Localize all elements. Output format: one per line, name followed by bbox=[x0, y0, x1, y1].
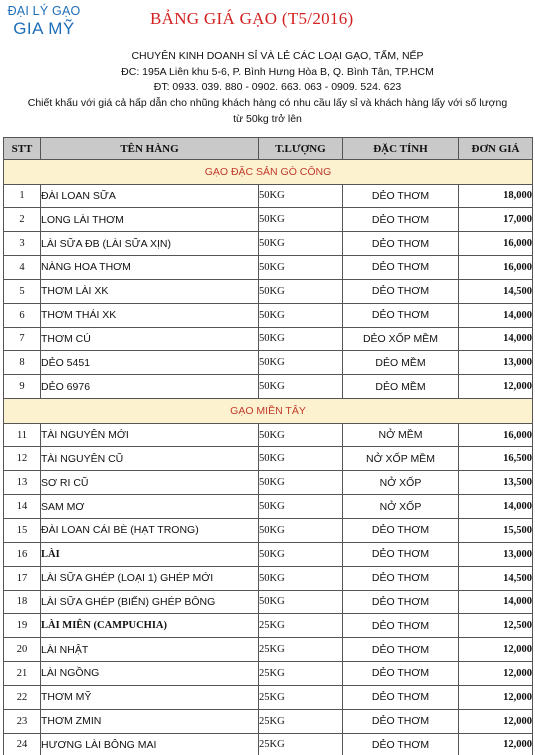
brand-name: GIA MỸ bbox=[13, 19, 75, 38]
cell-weight: 50KG bbox=[259, 518, 343, 542]
cell-weight: 25KG bbox=[259, 638, 343, 662]
table-header-row bbox=[4, 138, 533, 160]
cell-stt: 19 bbox=[4, 614, 41, 638]
section-row bbox=[4, 160, 533, 185]
header-weight: T.LƯỢNG bbox=[259, 138, 343, 160]
cell-price: 14,500 bbox=[459, 566, 533, 590]
cell-price: 12,000 bbox=[459, 733, 533, 755]
table-row bbox=[4, 518, 533, 542]
cell-property: NỞ XỐP bbox=[343, 471, 459, 495]
table-row bbox=[4, 685, 533, 709]
cell-name: LÀI SỮA GHÉP (BIẾN) GHÉP BÔNG bbox=[41, 590, 259, 614]
cell-price: 14,000 bbox=[459, 327, 533, 351]
cell-weight: 50KG bbox=[259, 542, 343, 566]
table-row bbox=[4, 542, 533, 566]
table-row bbox=[4, 327, 533, 351]
cell-property: DẺO THƠM bbox=[343, 184, 459, 208]
cell-property: DẺO THƠM bbox=[343, 614, 459, 638]
cell-stt: 20 bbox=[4, 638, 41, 662]
cell-weight: 50KG bbox=[259, 256, 343, 280]
cell-weight: 50KG bbox=[259, 303, 343, 327]
cell-property: DẺO THƠM bbox=[343, 208, 459, 232]
cell-weight: 50KG bbox=[259, 566, 343, 590]
cell-name: LÀI SỮA ĐB (LÀI SỮA XỊN) bbox=[41, 232, 259, 256]
cell-property: DẺO THƠM bbox=[343, 518, 459, 542]
section-title: GẠO MIỀN TÂY bbox=[4, 399, 533, 424]
cell-property: DẺO THƠM bbox=[343, 232, 459, 256]
cell-price: 16,000 bbox=[459, 256, 533, 280]
table-row bbox=[4, 733, 533, 755]
cell-property: DẺO THƠM bbox=[343, 542, 459, 566]
cell-weight: 50KG bbox=[259, 375, 343, 399]
cell-stt: 12 bbox=[4, 447, 41, 471]
cell-property: DẺO THƠM bbox=[343, 566, 459, 590]
cell-weight: 25KG bbox=[259, 709, 343, 733]
cell-name: ĐÀI LOAN CÁI BÈ (HẠT TRONG) bbox=[41, 518, 259, 542]
cell-name: LONG LÀI THƠM bbox=[41, 208, 259, 232]
cell-name: LÀI SỮA GHÉP (LOẠI 1) GHÉP MỚI bbox=[41, 566, 259, 590]
cell-stt: 8 bbox=[4, 351, 41, 375]
table-row bbox=[4, 614, 533, 638]
cell-property: DẺO THƠM bbox=[343, 303, 459, 327]
cell-name: LÀI bbox=[41, 542, 259, 566]
cell-name: THƠM ZMIN bbox=[41, 709, 259, 733]
cell-name: LÀI MIÊN (CAMPUCHIA) bbox=[41, 614, 259, 638]
cell-price: 14,000 bbox=[459, 303, 533, 327]
table-row bbox=[4, 184, 533, 208]
table-row bbox=[4, 638, 533, 662]
cell-name: THƠM MỸ bbox=[41, 685, 259, 709]
cell-name: TÀI NGUYÊN MỚI bbox=[41, 423, 259, 447]
cell-stt: 16 bbox=[4, 542, 41, 566]
brand-tagline: ĐẠI LÝ GẠO bbox=[7, 4, 81, 18]
section-row bbox=[4, 399, 533, 424]
cell-stt: 17 bbox=[4, 566, 41, 590]
cell-name: ĐÀI LOAN SỮA bbox=[41, 184, 259, 208]
table-row bbox=[4, 662, 533, 686]
cell-property: DẺO THƠM bbox=[343, 709, 459, 733]
cell-weight: 50KG bbox=[259, 208, 343, 232]
cell-stt: 2 bbox=[4, 208, 41, 232]
table-row bbox=[4, 208, 533, 232]
cell-property: DẺO THƠM bbox=[343, 685, 459, 709]
cell-name: LÀI NHẬT bbox=[41, 638, 259, 662]
cell-price: 12,000 bbox=[459, 375, 533, 399]
cell-property: NỞ XỐP bbox=[343, 495, 459, 519]
cell-weight: 50KG bbox=[259, 351, 343, 375]
table-row bbox=[4, 590, 533, 614]
cell-stt: 13 bbox=[4, 471, 41, 495]
cell-weight: 25KG bbox=[259, 733, 343, 755]
cell-price: 13,000 bbox=[459, 351, 533, 375]
cell-price: 14,000 bbox=[459, 590, 533, 614]
header-price: ĐƠN GIÁ bbox=[459, 138, 533, 160]
cell-price: 13,500 bbox=[459, 471, 533, 495]
cell-name: HƯƠNG LÀI BÔNG MAI bbox=[41, 733, 259, 755]
table-row bbox=[4, 495, 533, 519]
table-row bbox=[4, 303, 533, 327]
cell-price: 12,000 bbox=[459, 662, 533, 686]
cell-property: DẺO MỀM bbox=[343, 351, 459, 375]
cell-price: 16,000 bbox=[459, 232, 533, 256]
cell-stt: 4 bbox=[4, 256, 41, 280]
cell-property: DẺO THƠM bbox=[343, 638, 459, 662]
cell-name: DẺO 5451 bbox=[41, 351, 259, 375]
cell-name: NÀNG HOA THƠM bbox=[41, 256, 259, 280]
cell-stt: 21 bbox=[4, 662, 41, 686]
cell-name: SƠ RI CŨ bbox=[41, 471, 259, 495]
table-row bbox=[4, 709, 533, 733]
cell-weight: 50KG bbox=[259, 184, 343, 208]
table-row bbox=[4, 232, 533, 256]
cell-name: THƠM CÚ bbox=[41, 327, 259, 351]
cell-stt: 18 bbox=[4, 590, 41, 614]
cell-stt: 5 bbox=[4, 279, 41, 303]
cell-property: DẺO THƠM bbox=[343, 256, 459, 280]
table-row bbox=[4, 375, 533, 399]
table-row bbox=[4, 256, 533, 280]
cell-weight: 50KG bbox=[259, 590, 343, 614]
cell-weight: 50KG bbox=[259, 327, 343, 351]
cell-stt: 23 bbox=[4, 709, 41, 733]
cell-name: SAM MƠ bbox=[41, 495, 259, 519]
cell-property: DẺO THƠM bbox=[343, 279, 459, 303]
cell-weight: 50KG bbox=[259, 447, 343, 471]
cell-name: THƠM LÀI XK bbox=[41, 279, 259, 303]
table-row bbox=[4, 279, 533, 303]
table-row bbox=[4, 566, 533, 590]
discount-note-cont: từ 50kg trở lên bbox=[233, 113, 302, 125]
cell-price: 12,000 bbox=[459, 685, 533, 709]
cell-property: DẺO THƠM bbox=[343, 733, 459, 755]
cell-stt: 7 bbox=[4, 327, 41, 351]
cell-property: DẺO XỐP MỀM bbox=[343, 327, 459, 351]
cell-weight: 25KG bbox=[259, 685, 343, 709]
header-stt: STT bbox=[4, 138, 41, 160]
cell-stt: 24 bbox=[4, 733, 41, 755]
cell-weight: 50KG bbox=[259, 279, 343, 303]
cell-weight: 50KG bbox=[259, 232, 343, 256]
cell-price: 12,000 bbox=[459, 638, 533, 662]
table-row bbox=[4, 351, 533, 375]
page-title: BẢNG GIÁ GẠO (T5/2016) bbox=[150, 9, 354, 28]
table-row bbox=[4, 471, 533, 495]
cell-price: 13,000 bbox=[459, 542, 533, 566]
cell-property: DẺO THƠM bbox=[343, 662, 459, 686]
cell-property: NỞ XỐP MỀM bbox=[343, 447, 459, 471]
business-description: CHUYÊN KINH DOANH SỈ VÀ LẺ CÁC LOẠI GẠO, TẤM, NẾP bbox=[131, 50, 424, 62]
cell-price: 12,500 bbox=[459, 614, 533, 638]
cell-price: 16,000 bbox=[459, 423, 533, 447]
cell-name: LÀI NGỒNG bbox=[41, 662, 259, 686]
cell-stt: 14 bbox=[4, 495, 41, 519]
cell-property: DẺO THƠM bbox=[343, 590, 459, 614]
price-table bbox=[3, 137, 533, 755]
cell-name: THƠM THÁI XK bbox=[41, 303, 259, 327]
cell-price: 14,000 bbox=[459, 495, 533, 519]
brand-logo bbox=[4, 4, 84, 40]
cell-stt: 15 bbox=[4, 518, 41, 542]
cell-weight: 50KG bbox=[259, 471, 343, 495]
cell-property: DẺO MỀM bbox=[343, 375, 459, 399]
cell-name: DẺO 6976 bbox=[41, 375, 259, 399]
cell-stt: 1 bbox=[4, 184, 41, 208]
table-row bbox=[4, 447, 533, 471]
cell-stt: 11 bbox=[4, 423, 41, 447]
cell-weight: 50KG bbox=[259, 495, 343, 519]
discount-note: Chiết khấu với giá cả hấp dẫn cho nhũng khách hàng có nhu cầu lấy sỉ và khách hàng lấy với số lượng bbox=[27, 97, 508, 109]
header-property: ĐẶC TÍNH bbox=[343, 138, 459, 160]
cell-price: 16,500 bbox=[459, 447, 533, 471]
cell-price: 12,000 bbox=[459, 709, 533, 733]
cell-price: 14,500 bbox=[459, 279, 533, 303]
address-line: ĐC: 195A Liên khu 5-6, P. Bình Hưng Hòa B, Q. Bình Tân, TP.HCM bbox=[121, 66, 434, 78]
cell-weight: 25KG bbox=[259, 662, 343, 686]
cell-price: 17,000 bbox=[459, 208, 533, 232]
cell-weight: 50KG bbox=[259, 423, 343, 447]
section-title: GẠO ĐẶC SẢN GÒ CÔNG bbox=[4, 160, 533, 185]
cell-price: 15,500 bbox=[459, 518, 533, 542]
header-name: TÊN HÀNG bbox=[41, 138, 259, 160]
phone-line: ĐT: 0933. 039. 880 - 0902. 663. 063 - 0909. 524. 623 bbox=[153, 81, 402, 93]
cell-stt: 22 bbox=[4, 685, 41, 709]
cell-stt: 3 bbox=[4, 232, 41, 256]
cell-stt: 9 bbox=[4, 375, 41, 399]
cell-weight: 25KG bbox=[259, 614, 343, 638]
cell-property: NỞ MỀM bbox=[343, 423, 459, 447]
table-row bbox=[4, 423, 533, 447]
cell-name: TÀI NGUYÊN CŨ bbox=[41, 447, 259, 471]
cell-price: 18,000 bbox=[459, 184, 533, 208]
cell-stt: 6 bbox=[4, 303, 41, 327]
